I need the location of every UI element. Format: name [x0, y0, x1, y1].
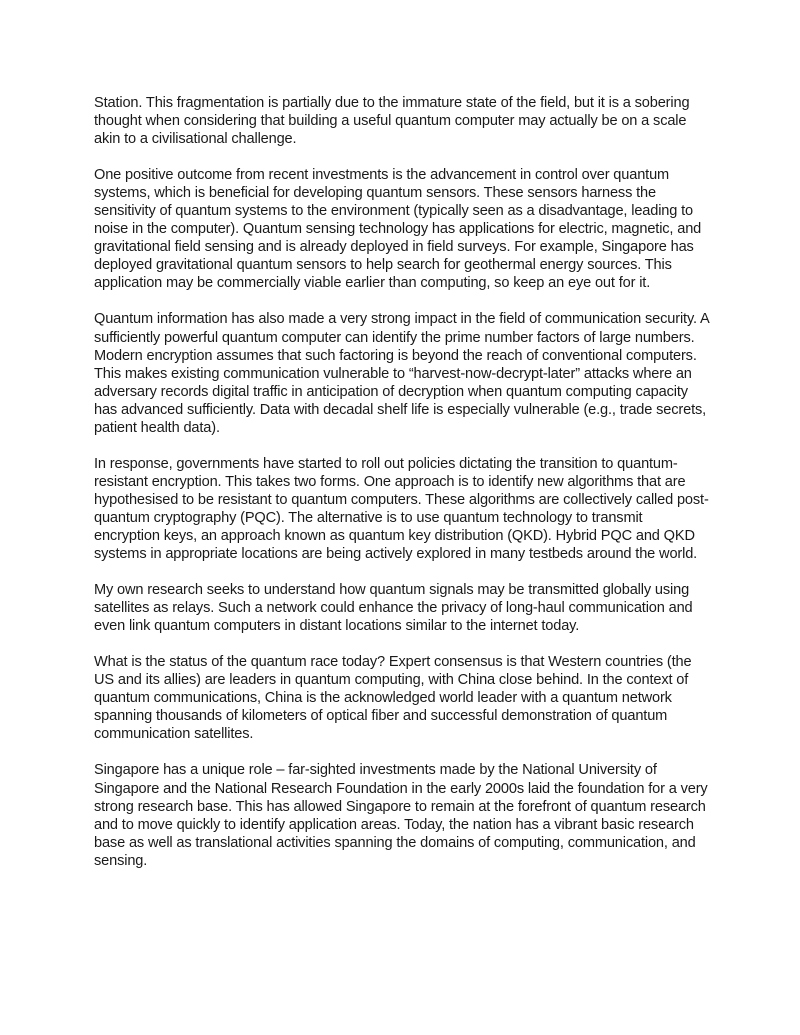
paragraph-quantum-sensors: One positive outcome from recent investments is the advancement in control over quantum systems, which is beneficial for developing quantum sensors. These sensors harness the sensitivity of quantum systems to the environment (typically seen as a disadvantage, leading to noise in the computer). Quantum sensing technology has applications for electric, magnetic, and gravitational field sensing and is already deployed in field surveys. For example, Singapore has deployed gravitational quantum sensors to help search for geothermal energy sources. This application may be commercially viable earlier than computing, so keep an eye out for it.	[94, 167, 702, 292]
paragraph-own-research: My own research seeks to understand how quantum signals may be transmitted globally using satellites as relays. Such a network could enhance the privacy of long-haul communication and even link quantum computers in distant locations similar to the internet today.	[94, 582, 693, 635]
document-body	[94, 94, 710, 888]
paragraph-fragmentation: Station. This fragmentation is partially due to the immature state of the field, but it is a sobering thought when considering that building a useful quantum computer may actually be on a scale akin to a civilisational challenge.	[94, 95, 690, 148]
paragraph-singapore-role: Singapore has a unique role – far-sighted investments made by the National University of Singapore and the National Research Foundation in the early 2000s laid the foundation for a very strong research base. This has allowed Singapore to remain at the forefront of quantum research and to move quickly to identify application areas. Today, the nation has a vibrant basic research base as well as translational activities spanning the domains of computing, communication, and sensing.	[94, 762, 708, 869]
paragraph-quantum-race: What is the status of the quantum race today? Expert consensus is that Western countries (the US and its allies) are leaders in quantum computing, with China close behind. In the context of quantum communications, China is the acknowledged world leader with a quantum network spanning thousands of kilometers of optical fiber and successful demonstration of quantum communication satellites.	[94, 654, 692, 743]
paragraph-quantum-resistant-encryption: In response, governments have started to roll out policies dictating the transition to quantum-resistant encryption. This takes two forms. One approach is to identify new algorithms that are hypothesised to be resistant to quantum computers. These algorithms are collectively called post-quantum cryptography (PQC). The alternative is to use quantum technology to transmit encryption keys, an approach known as quantum key distribution (QKD). Hybrid PQC and QKD systems in appropriate locations are being actively explored in many testbeds around the world.	[94, 455, 709, 563]
paragraph-communication-security: Quantum information has also made a very strong impact in the field of communication security. A sufficiently powerful quantum computer can identify the prime number factors of large numbers. Modern encryption assumes that such factoring is beyond the reach of conventional computers. This makes existing communication vulnerable to “harvest-now-decrypt-later” attacks where an adversary records digital traffic in anticipation of decryption when quantum computing capacity has advanced sufficiently. Data with decadal shelf life is especially vulnerable (e.g., trade secrets, patient health data).	[94, 311, 709, 436]
